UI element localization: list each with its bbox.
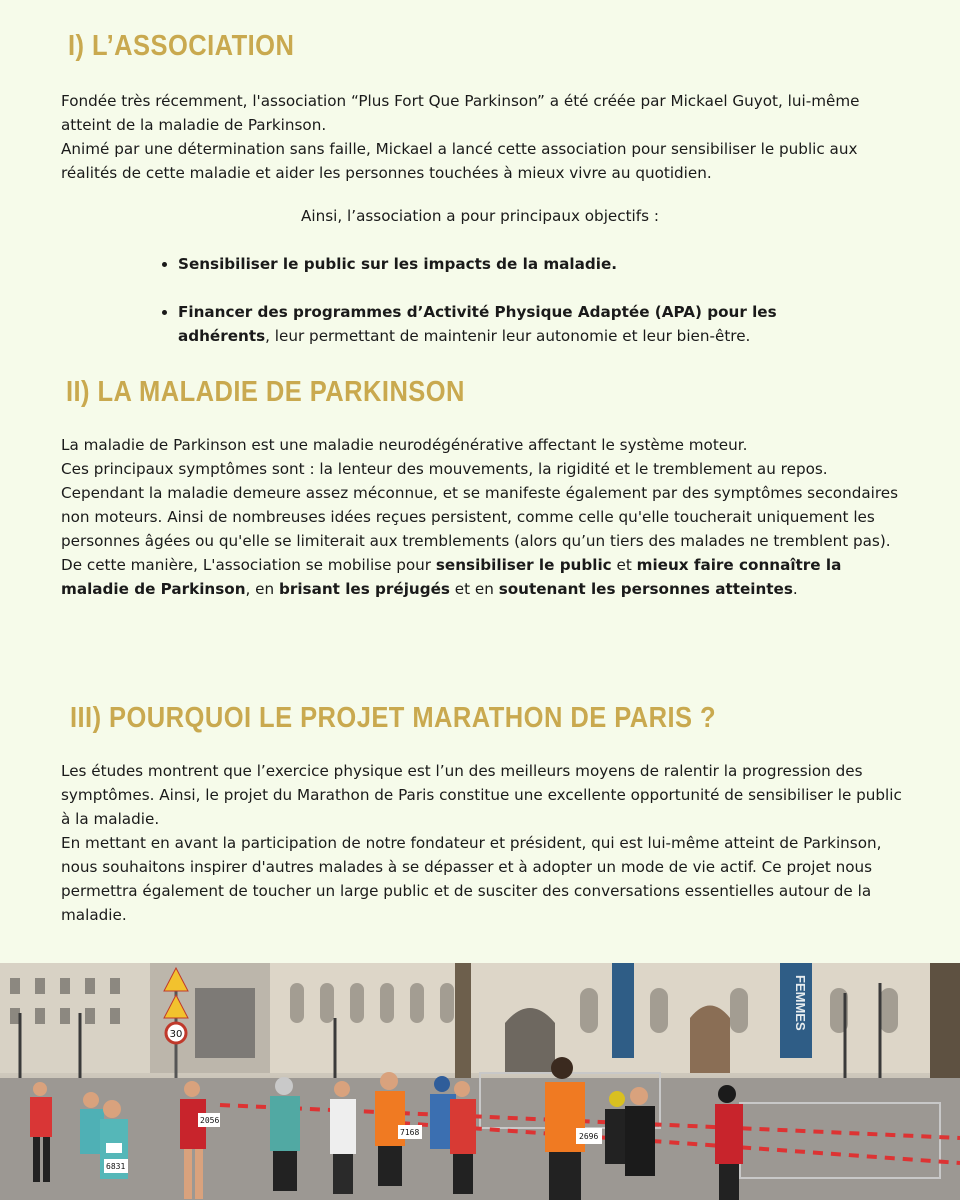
banner-text: FEMMES <box>793 975 808 1031</box>
maladie-p4-b3: brisant les préjugés <box>278 580 450 598</box>
marathon-body <box>61 759 911 927</box>
maladie-p2: Ces principaux symptômes sont : la lenteur des mouvements, la rigidité et le tremblement au repos. <box>61 460 828 478</box>
maladie-p4-t2: et <box>611 556 637 574</box>
list-item <box>178 300 828 348</box>
objective-bold: Sensibiliser le public sur les impacts de la maladie. <box>178 255 618 273</box>
maladie-p4-t3: , en <box>245 580 279 598</box>
marathon-photo <box>0 963 960 1200</box>
section-title-association: I) L’ASSOCIATION <box>68 30 295 62</box>
association-intro-p2: Animé par une détermination sans faille, Mickael a lancé cette association pour sensibiliser le public aux réalités de cette maladie et aider les personnes touchées à mieux vivre au quotidien. <box>61 140 858 182</box>
maladie-p4-t1: De cette manière, L'association se mobilise pour <box>61 556 436 574</box>
association-intro-p1: Fondée très récemment, l'association “Plus Fort Que Parkinson” a été créée par Mickael Guyot, lui-même atteint de la maladie de Parkinson. <box>61 92 860 134</box>
maladie-p4 <box>61 553 911 601</box>
list-item <box>178 252 828 276</box>
objectives-lead: Ainsi, l’association a pour principaux objectifs : <box>301 207 659 225</box>
maladie-p4-b1: sensibiliser le public <box>435 556 612 574</box>
objective-rest: , leur permettant de maintenir leur autonomie et leur bien-être. <box>265 327 751 345</box>
section-title-marathon: III) POURQUOI LE PROJET MARATHON DE PARIS ? <box>70 702 717 734</box>
bib-number: 2056 <box>200 1116 220 1125</box>
maladie-p4-t4: et en <box>449 580 499 598</box>
objective-bold: Financer des programmes d’Activité Physique Adaptée (APA) pour les adhérents <box>178 303 777 345</box>
bib-number: 6831 <box>106 1162 126 1171</box>
association-intro <box>61 89 911 185</box>
maladie-body <box>61 433 911 601</box>
objectives-list <box>178 252 828 372</box>
marathon-p1: Les études montrent que l’exercice physique est l’un des meilleurs moyens de ralentir la progression des symptômes. Ainsi, le projet du Marathon de Paris constitue une excellente opportunité de sensibiliser le public à la maladie. <box>61 762 902 828</box>
bib-number: 2696 <box>579 1132 599 1141</box>
maladie-p3: Cependant la maladie demeure assez méconnue, et se manifeste également par des symptômes secondaires non moteurs. Ainsi de nombreuses idées reçues persistent, comme celle qu'elle toucherait uniquement les personnes âgées ou qu'elle se limiterait aux tremblements (alors qu’un tiers des malades ne tremblent pas). <box>61 484 899 550</box>
maladie-p1: La maladie de Parkinson est une maladie neurodégénérative affectant le système moteur. <box>61 436 748 454</box>
section-title-maladie: II) LA MALADIE DE PARKINSON <box>66 376 465 408</box>
sign-number: 30 <box>169 1029 183 1040</box>
maladie-p4-t5: . <box>792 580 798 598</box>
marathon-photo-illustration <box>0 963 960 1200</box>
marathon-p2: En mettant en avant la participation de notre fondateur et président, qui est lui-même atteint de Parkinson, nous souhaitons inspirer d'autres malades à se dépasser et à adopter un mode de vie actif. Ce projet nous permettra également de toucher un large public et de susciter des conversations essentielles autour de la maladie. <box>61 834 882 924</box>
maladie-p4-b2: mieux faire connaître la maladie de Parkinson <box>61 556 842 598</box>
maladie-p4-b4: soutenant les personnes atteintes <box>498 580 793 598</box>
bib-number: 7168 <box>400 1128 420 1137</box>
